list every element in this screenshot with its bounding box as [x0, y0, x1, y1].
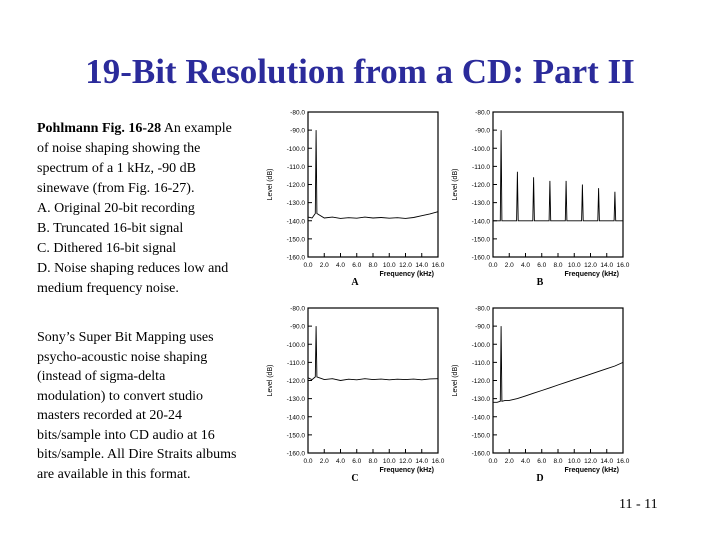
y-tick-label: -160.0	[471, 450, 490, 458]
y-tick-label: -110.0	[472, 163, 490, 171]
x-tick-label: 12.0	[584, 262, 597, 269]
x-tick-label: 2.0	[504, 262, 514, 269]
y-tick-label: -100.0	[471, 145, 490, 153]
y-tick-label: -160.0	[286, 450, 305, 458]
y-axis-label: Level (dB)	[267, 364, 274, 397]
x-tick-label: 0.0	[488, 458, 498, 465]
y-tick-label: -120.0	[471, 182, 490, 189]
y-tick-label: -110.0	[287, 163, 305, 171]
x-axis-label: Frequency (kHz)	[564, 271, 619, 278]
y-tick-label: -130.0	[286, 200, 305, 208]
panel-letter: C	[351, 473, 359, 484]
plot-frame	[493, 112, 623, 257]
x-tick-label: 0.0	[488, 262, 498, 269]
x-tick-label: 12.0	[399, 262, 412, 269]
spectrum-panel-d	[443, 300, 633, 495]
y-tick-label: -160.0	[286, 254, 305, 262]
y-tick-label: -120.0	[471, 378, 490, 385]
y-tick-label: -130.0	[471, 396, 490, 404]
x-tick-label: 12.0	[399, 458, 412, 465]
y-axis-label: Level (dB)	[267, 168, 274, 201]
x-tick-label: 16.0	[616, 458, 630, 465]
x-tick-label: 4.0	[335, 262, 346, 269]
caption-intro	[37, 119, 237, 199]
x-tick-label: 0.0	[303, 262, 313, 269]
x-axis-label: Frequency (kHz)	[564, 467, 619, 474]
y-tick-label: -90.0	[475, 127, 490, 135]
y-tick-label: -130.0	[471, 200, 490, 208]
x-tick-label: 6.0	[352, 262, 362, 269]
x-tick-label: 10.0	[567, 262, 581, 269]
x-tick-label: 10.0	[382, 458, 396, 465]
x-axis-label: Frequency (kHz)	[379, 467, 434, 474]
spectrum-panel-b	[443, 104, 633, 299]
slide-title: 19-Bit Resolution from a CD: Part II	[85, 52, 635, 91]
y-tick-label: -150.0	[286, 236, 305, 244]
x-tick-label: 16.0	[616, 262, 630, 269]
x-axis-label: Frequency (kHz)	[379, 271, 434, 278]
plot-frame	[308, 112, 438, 257]
x-tick-label: 10.0	[567, 458, 581, 465]
y-tick-label: -110.0	[472, 359, 490, 367]
x-tick-label: 10.0	[382, 262, 396, 269]
x-tick-label: 8.0	[368, 262, 378, 269]
y-tick-label: -100.0	[286, 145, 305, 153]
y-tick-label: -100.0	[286, 341, 305, 349]
y-tick-label: -80.0	[290, 109, 305, 117]
spectrum-chart-d	[443, 300, 633, 490]
y-axis-label: Level (dB)	[452, 168, 459, 201]
caption-item-b: B. Truncated 16-bit signal	[37, 221, 184, 236]
x-tick-label: 4.0	[520, 458, 531, 465]
y-tick-label: -80.0	[475, 305, 490, 313]
panel-letter: A	[351, 277, 359, 288]
x-tick-label: 2.0	[319, 262, 329, 269]
spectrum-chart-b	[443, 104, 633, 294]
y-tick-label: -130.0	[286, 396, 305, 404]
y-tick-label: -150.0	[286, 432, 305, 440]
x-tick-label: 0.0	[303, 458, 313, 465]
plot-frame	[493, 308, 623, 453]
y-tick-label: -80.0	[290, 305, 305, 313]
caption-source: Pohlmann Fig. 16-28	[37, 121, 162, 136]
y-tick-label: -140.0	[471, 414, 490, 422]
y-axis-label: Level (dB)	[452, 364, 459, 397]
figure-caption	[37, 119, 237, 299]
y-tick-label: -120.0	[286, 182, 305, 189]
y-tick-label: -90.0	[290, 323, 305, 331]
y-tick-label: -140.0	[286, 218, 305, 226]
x-tick-label: 2.0	[319, 458, 329, 465]
y-tick-label: -80.0	[475, 109, 490, 117]
x-tick-label: 14.0	[600, 262, 614, 269]
x-tick-label: 8.0	[368, 458, 378, 465]
x-tick-label: 16.0	[431, 458, 445, 465]
x-tick-label: 12.0	[584, 458, 597, 465]
caption-item-d: D. Noise shaping reduces low and medium frequency noise.	[37, 261, 229, 296]
x-tick-label: 6.0	[352, 458, 362, 465]
x-tick-label: 14.0	[415, 262, 429, 269]
y-tick-label: -140.0	[286, 414, 305, 422]
y-tick-label: -160.0	[471, 254, 490, 262]
y-tick-label: -90.0	[290, 127, 305, 135]
spectrum-panel-c	[258, 300, 448, 495]
x-tick-label: 6.0	[537, 458, 547, 465]
x-tick-label: 16.0	[431, 262, 445, 269]
spectrum-panel-a	[258, 104, 448, 299]
panel-letter: D	[536, 473, 544, 484]
panel-letter: B	[536, 277, 544, 288]
y-tick-label: -150.0	[471, 432, 490, 440]
x-tick-label: 4.0	[520, 262, 531, 269]
y-tick-label: -100.0	[471, 341, 490, 349]
spectrum-chart-a	[258, 104, 448, 294]
spectrum-chart-c	[258, 300, 448, 490]
page-number: 11 - 11	[619, 497, 658, 512]
sbm-paragraph: Sony’s Super Bit Mapping uses psycho-acoustic noise shaping (instead of sigma-delta modulation) to convert studio masters recorded at 20-24 bits/sample into CD audio at 16 bits/sample. All Dire Straits albums are available in this format.	[37, 330, 237, 482]
y-tick-label: -120.0	[286, 378, 305, 385]
plot-frame	[308, 308, 438, 453]
x-tick-label: 14.0	[415, 458, 429, 465]
x-tick-label: 14.0	[600, 458, 614, 465]
caption-description: An example of noise shaping showing the spectrum of a 1 kHz, -90 dB sinewave (from Fig. 16-27).	[37, 121, 232, 196]
x-tick-label: 8.0	[553, 262, 563, 269]
caption-item-a: A. Original 20-bit recording	[37, 201, 195, 216]
y-tick-label: -90.0	[475, 323, 490, 331]
y-tick-label: -150.0	[471, 236, 490, 244]
caption-item-c: C. Dithered 16-bit signal	[37, 241, 177, 256]
x-tick-label: 8.0	[553, 458, 563, 465]
x-tick-label: 6.0	[537, 262, 547, 269]
x-tick-label: 4.0	[335, 458, 346, 465]
y-tick-label: -140.0	[471, 218, 490, 226]
x-tick-label: 2.0	[504, 458, 514, 465]
y-tick-label: -110.0	[287, 359, 305, 367]
